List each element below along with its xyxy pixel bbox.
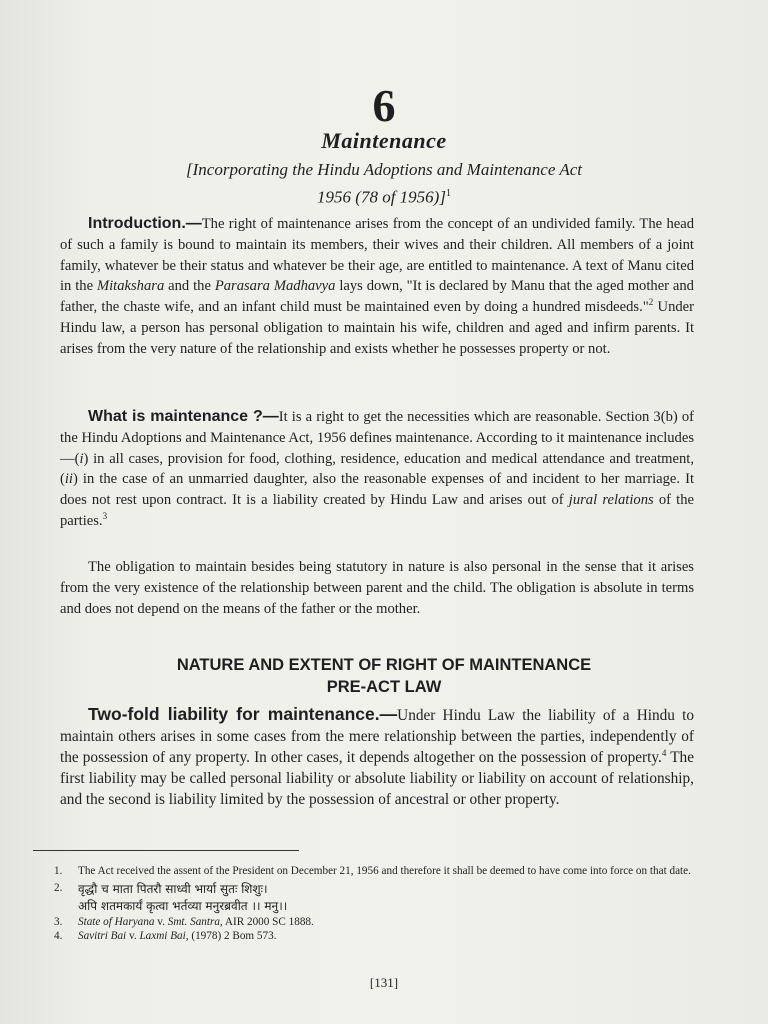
footnote-divider xyxy=(33,850,299,851)
footnote-ref: 3 xyxy=(102,511,108,522)
footnote-ref: 4 xyxy=(661,747,667,758)
two-fold-liability-paragraph: Two-fold liability for maintenance.—Under Hindu Law the liability of a Hindu to maintain others arises in some cases from the mere relationship between the parties, independently of the possession of any property. In other cases, it depends altogether on the possession of property.$^4$ The first liability may be called personal liability or absolute liability or liability on account of relationship, and the second is liability limited by the possession of ancestral or other property. xyxy=(60,704,694,808)
footnote-2: 2. वृद्धौ च माता पितरौ साध्वी भार्या सुतः शिशुः। अपि शतमकार्यं कृत्वा भर्तव्या मनुरब्रवीत ।। मनु।। xyxy=(54,881,288,913)
footnote-ref: 2 xyxy=(648,297,654,308)
footnote-1: 1. The Act received the assent of the President on December 21, 1956 and therefore it shall be deemed to have come into force on that date. xyxy=(54,865,691,877)
intro-paragraph: Introduction.—The right of maintenance arises from the concept of an undivided family. The head of such a family is bound to maintain its members, their wives and their children. All members of a joint family, whatever be their status and whatever be their age, are entitled to maintenance. A text of Manu cited in the Mitakshara and the Parasara Madhavya lays down, "It is declared by Manu that the aged mother and father, the chaste wife, and an infant child must be maintained even by doing a hundred misdeeds."$^2$ Under Hindu law, a person has personal obligation to maintain his wife, children and aged and infirm parents. It arises from the very nature of the relationship and exists whether he possesses property or not. xyxy=(60,215,695,357)
chapter-title: Maintenance xyxy=(321,128,447,153)
footnote-4: 4. Savitri Bai v. Laxmi Bai, (1978) 2 Bom 573. xyxy=(54,930,277,943)
chapter-subtitle xyxy=(0,158,768,210)
obligation-paragraph: The obligation to maintain besides being statutory in nature is also personal in the sense that it arises from the very existence of the relationship between parent and the child. The obligation is absolute in terms and does not depend on the means of the father or the mother. xyxy=(60,559,694,617)
page-number: [131] xyxy=(369,975,399,990)
footnote-ref: 1 xyxy=(445,188,451,199)
chapter-number: 6 xyxy=(372,80,396,131)
subtitle-line-2: 1956 (78 of 1956)]$^1$ xyxy=(317,187,451,207)
what-is-heading: What is maintenance ?— xyxy=(88,408,279,425)
two-fold-heading: Two-fold liability for maintenance.— xyxy=(88,704,398,724)
subtitle-line-1: [Incorporating the Hindu Adoptions and Maintenance Act xyxy=(186,160,582,179)
section-heading: NATURE AND EXTENT OF RIGHT OF MAINTENANCE PRE-ACT LAW xyxy=(176,656,592,696)
what-is-maintenance-paragraph: What is maintenance ?—It is a right to get the necessities which are reasonable. Section 3(b) of the Hindu Adoptions and Maintenance Act, 1956 defines maintenance. According to it maintenance includes—(i) in all cases, provision for food, clothing, residence, education and medical attendance and treatment, (ii) in the case of an unmarried daughter, also the reasonable expenses of and incident to her marriage. It does not rest upon contract. It is a liability created by Hindu Law and arises out of jural relations of the parties.$^3$ xyxy=(60,408,694,529)
footnotes xyxy=(54,864,706,944)
footnote-3: 3. State of Haryana v. Smt. Santra, AIR 2000 SC 1888. xyxy=(54,915,314,928)
intro-heading: Introduction.— xyxy=(88,215,202,232)
